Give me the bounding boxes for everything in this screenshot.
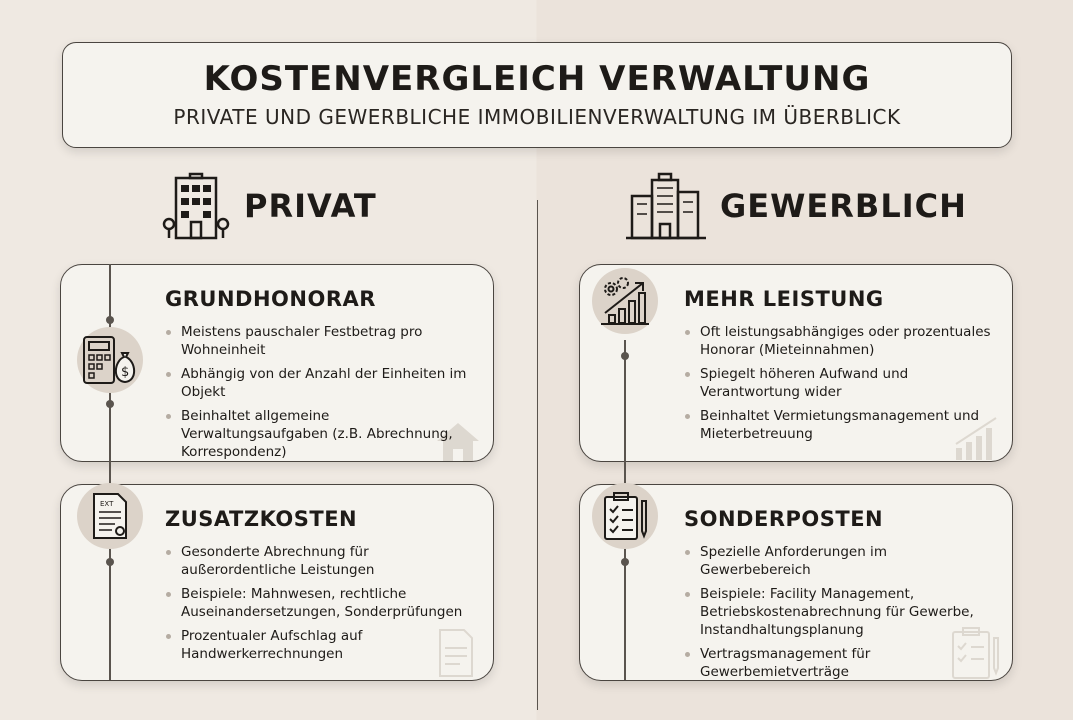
apartment-building-icon [162, 172, 230, 240]
card-title: GRUNDHONORAR [165, 287, 376, 311]
title-box [62, 42, 1012, 148]
list-item: Beinhaltet Vermietungsmanagement und Mieterbetreuung [684, 407, 992, 443]
list-item: Gesonderte Abrechnung für außerordentliche Leistungen [165, 543, 473, 579]
timeline-dot [106, 558, 114, 566]
card-title: MEHR LEISTUNG [684, 287, 884, 311]
column-header-gewerblich [626, 172, 967, 240]
card-title: SONDERPOSTEN [684, 507, 884, 531]
list-item: Spiegelt höheren Aufwand und Verantwortung wider [684, 365, 992, 401]
column-title: PRIVAT [244, 187, 377, 225]
list-item: Oft leistungsabhängiges oder prozentuales Honorar (Mieteinnahmen) [684, 323, 992, 359]
list-item: Abhängig von der Anzahl der Einheiten im Objekt [165, 365, 473, 401]
page-title: KOSTENVERGLEICH VERWALTUNG [203, 59, 871, 99]
list-item: Vertragsmanagement für Gewerbemietverträge [684, 645, 992, 681]
calculator-moneybag-icon [77, 327, 143, 393]
svg-text:$: $ [121, 365, 130, 380]
list-item: Beispiele: Facility Management, Betriebskostenabrechnung für Gewerbe, Instandhaltungsplanung [684, 585, 992, 639]
clipboard-checklist-icon [592, 483, 658, 549]
list-item: Spezielle Anforderungen im Gewerbebereich [684, 543, 992, 579]
gears-growth-chart-icon [592, 268, 658, 334]
timeline-dot [621, 352, 629, 360]
column-title: GEWERBLICH [720, 187, 967, 225]
invoice-document-icon [77, 483, 143, 549]
timeline-dot [106, 316, 114, 324]
list-item: Beispiele: Mahnwesen, rechtliche Auseinandersetzungen, Sonderprüfungen [165, 585, 473, 621]
timeline-dot [106, 400, 114, 408]
list-item: Meistens pauschaler Festbetrag pro Wohneinheit [165, 323, 473, 359]
office-towers-icon [626, 172, 706, 240]
column-header-privat [162, 172, 377, 240]
list-item: Beinhaltet allgemeine Verwaltungsaufgaben (z.B. Abrechnung, Korrespondenz) [165, 407, 473, 461]
list-item: Prozentualer Aufschlag auf Handwerkerrechnungen [165, 627, 473, 663]
card-title: ZUSATZKOSTEN [165, 507, 358, 531]
column-divider [537, 200, 538, 710]
timeline-dot [621, 558, 629, 566]
page-subtitle: PRIVATE UND GEWERBLICHE IMMOBILIENVERWALTUNG IM ÜBERBLICK [173, 105, 901, 129]
icon-label: EXT [100, 500, 114, 508]
